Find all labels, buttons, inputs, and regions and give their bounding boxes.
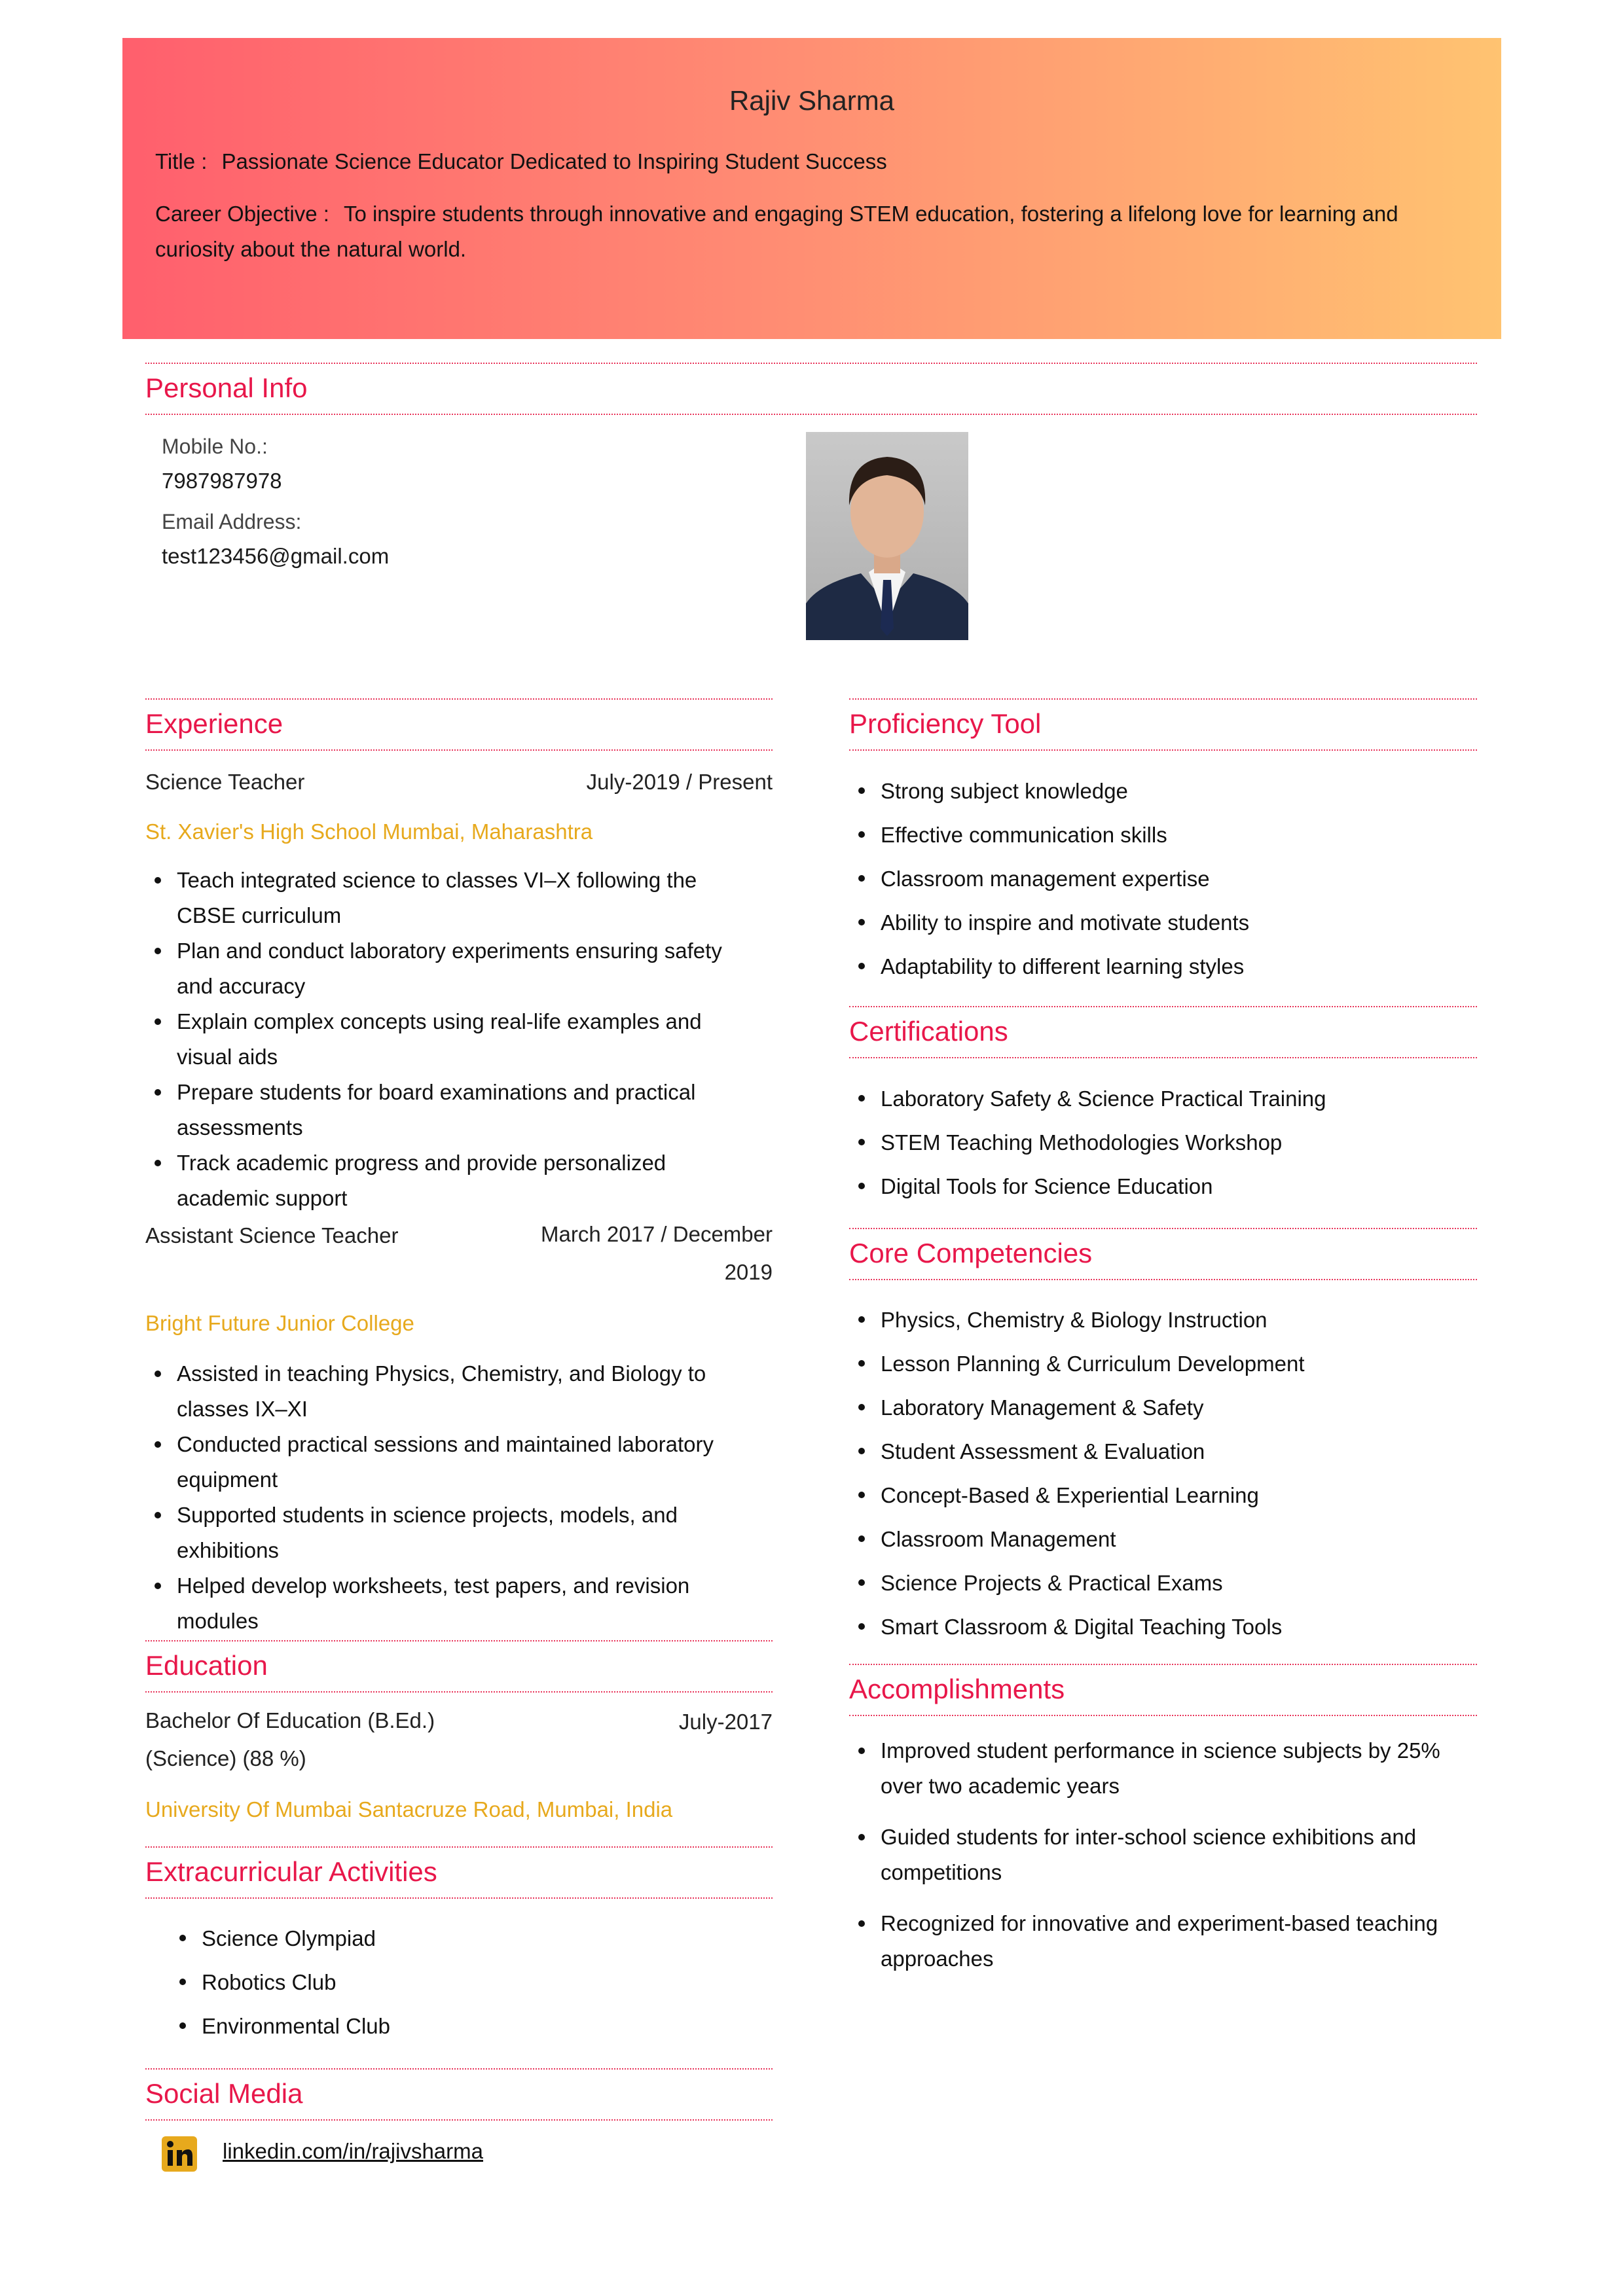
list-item: Assisted in teaching Physics, Chemistry, and Biology to classes IX–XI (145, 1356, 754, 1427)
list-item: Environmental Club (170, 2004, 759, 2048)
list-item: Supported students in science projects, models, and exhibitions (145, 1498, 754, 1568)
list-item: Lesson Planning & Curriculum Development (849, 1342, 1471, 1386)
job-role: Assistant Science Teacher (145, 1223, 399, 1247)
list-item: Guided students for inter-school science exhibitions and competitions (849, 1820, 1478, 1890)
list-item: Effective communication skills (849, 813, 1471, 857)
list-item: Helped develop worksheets, test papers, and revision modules (145, 1568, 754, 1639)
email-label: Email Address: (162, 510, 302, 533)
accomplishments-heading: Accomplishments (849, 1664, 1477, 1716)
list-item: Strong subject knowledge (849, 769, 1471, 813)
extracurricular-heading: Extracurricular Activities (145, 1846, 773, 1899)
list-item: STEM Teaching Methodologies Workshop (849, 1121, 1471, 1164)
personal-info-heading: Personal Info (145, 363, 1477, 415)
degree-date: July-2017 (678, 1710, 773, 1734)
objective-label: Career Objective : (155, 202, 329, 226)
list-item: Recognized for innovative and experiment-based teaching approaches (849, 1906, 1478, 1977)
mobile-label: Mobile No.: (162, 435, 268, 458)
list-item: Conducted practical sessions and maintained laboratory equipment (145, 1427, 754, 1498)
list-item: Science Projects & Practical Exams (849, 1561, 1471, 1605)
list-item: Smart Classroom & Digital Teaching Tools (849, 1605, 1471, 1649)
extracurricular-list (170, 1916, 759, 2048)
objective-line (155, 196, 1468, 267)
certifications-heading: Certifications (849, 1006, 1477, 1058)
social-media-heading: Social Media (145, 2068, 773, 2121)
list-item: Robotics Club (170, 1960, 759, 2004)
resume-header (122, 38, 1501, 339)
education-org: University Of Mumbai Santacruze Road, Mumbai, India (145, 1797, 673, 1821)
list-item: Concept-Based & Experiential Learning (849, 1473, 1471, 1517)
education-heading: Education (145, 1640, 773, 1693)
list-item: Laboratory Safety & Science Practical Training (849, 1077, 1471, 1121)
list-item: Digital Tools for Science Education (849, 1164, 1471, 1208)
title-label: Title : (155, 149, 208, 173)
mobile-value: 7987987978 (162, 469, 282, 493)
certifications-list (849, 1077, 1471, 1208)
list-item: Classroom management expertise (849, 857, 1471, 901)
linkedin-link[interactable]: linkedin.com/in/rajivsharma (223, 2139, 483, 2163)
profile-photo-illustration (806, 432, 968, 640)
experience-heading: Experience (145, 698, 773, 751)
job-role: Science Teacher (145, 770, 305, 794)
job-dates: March 2017 / December 2019 (541, 1222, 773, 1284)
job-dates: July-2019 / Present (586, 770, 773, 794)
title-value: Passionate Science Educator Dedicated to Inspiring Student Success (221, 149, 887, 173)
list-item: Ability to inspire and motivate students (849, 901, 1471, 944)
profile-photo (806, 432, 968, 640)
job-org: St. Xavier's High School Mumbai, Maharashtra (145, 819, 593, 844)
competencies-heading: Core Competencies (849, 1228, 1477, 1280)
title-line (155, 144, 1468, 179)
job-duties-list (145, 863, 754, 1216)
job-duties-list (145, 1356, 754, 1639)
list-item: Adaptability to different learning styles (849, 944, 1471, 988)
linkedin-icon[interactable] (162, 2136, 197, 2172)
email-value: test123456@gmail.com (162, 544, 390, 568)
list-item: Track academic progress and provide personalized academic support (145, 1145, 754, 1216)
degree-name: Bachelor Of Education (B.Ed.) (Science) (88 %) (145, 1708, 435, 1770)
proficiency-heading: Proficiency Tool (849, 698, 1477, 751)
list-item: Student Assessment & Evaluation (849, 1429, 1471, 1473)
list-item: Improved student performance in science subjects by 25% over two academic years (849, 1733, 1478, 1804)
accomplishments-list (849, 1733, 1478, 1992)
list-item: Science Olympiad (170, 1916, 759, 1960)
candidate-name: Rajiv Sharma (729, 85, 895, 116)
list-item: Classroom Management (849, 1517, 1471, 1561)
job-org: Bright Future Junior College (145, 1311, 414, 1335)
objective-value: To inspire students through innovative and engaging STEM education, fostering a lifelong love for learning and curiosity about the natural world. (155, 202, 1398, 261)
list-item: Plan and conduct laboratory experiments ensuring safety and accuracy (145, 933, 754, 1004)
list-item: Prepare students for board examinations and practical assessments (145, 1075, 754, 1145)
proficiency-list (849, 769, 1471, 988)
list-item: Physics, Chemistry & Biology Instruction (849, 1298, 1471, 1342)
list-item: Explain complex concepts using real-life examples and visual aids (145, 1004, 754, 1075)
competencies-list (849, 1298, 1471, 1649)
list-item: Laboratory Management & Safety (849, 1386, 1471, 1429)
list-item: Teach integrated science to classes VI–X following the CBSE curriculum (145, 863, 754, 933)
